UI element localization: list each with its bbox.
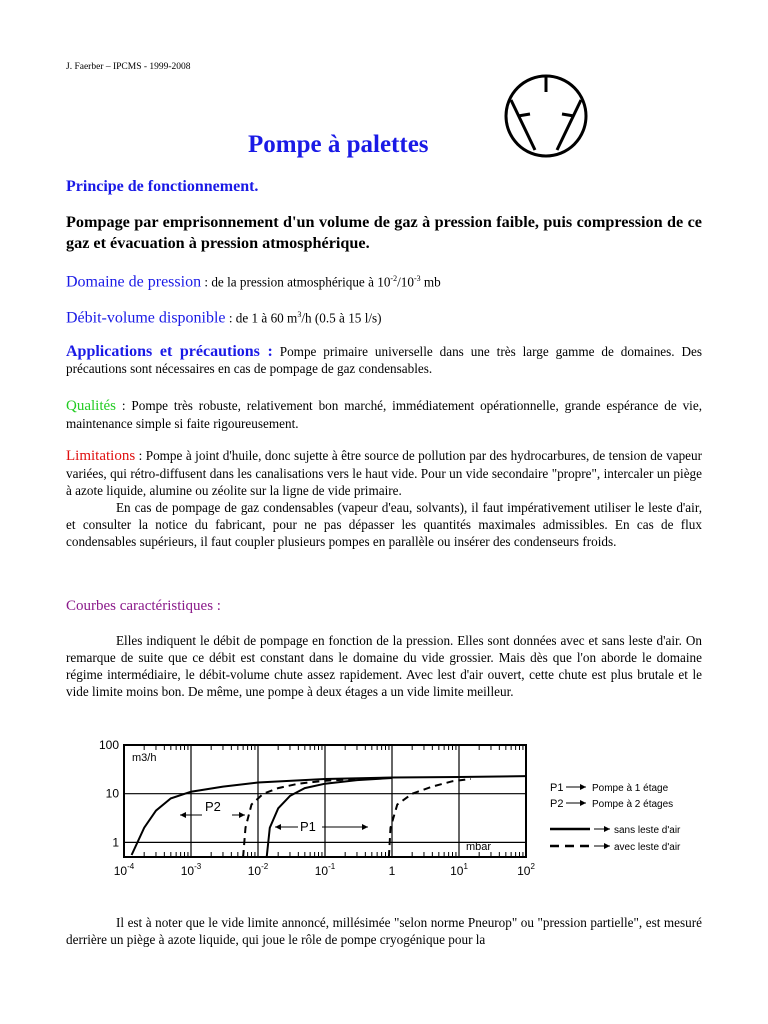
section-heading-principe: Principe de fonctionnement. bbox=[66, 178, 259, 195]
y-tick-label: 100 bbox=[98, 738, 119, 752]
legend-text-dashed: avec leste d'air bbox=[614, 842, 681, 853]
legend-text-solid: sans leste d'air bbox=[614, 825, 681, 836]
curve-label-arrowhead bbox=[580, 784, 586, 790]
debit-text-after: /h (0.5 à 15 l/s) bbox=[301, 310, 382, 326]
domaine-paragraph bbox=[66, 270, 702, 290]
qualites-paragraph bbox=[66, 397, 702, 432]
courbes-paragraph: Elles indiquent le débit de pompage en fonction de la pression. Elles sont données avec et sans leste d'air. On remarque de suite que ce débit est constant dans le domaine du vide grossier. Mais dès que l'on aborde le domaine régime intermédiaire, le débit-volume chute assez rapidement. Avec lest d'air ouvert, cette chute est plus brutale et le vide limite moins bon. De même, une pompe à deux étages a un vide limite meilleur. bbox=[66, 633, 702, 699]
curve-label-p2: P2 bbox=[205, 799, 221, 814]
x-tick-label: $10^{-1}$ bbox=[314, 862, 336, 878]
curve-label-arrowhead bbox=[604, 843, 610, 849]
vane-pump-symbol bbox=[498, 70, 594, 162]
applications-paragraph bbox=[66, 343, 702, 377]
x-tick-label: 1 bbox=[388, 864, 396, 878]
limitations-paragraph-2: En cas de pompage de gaz condensables (vapeur d'eau, solvants), il faut impérativement utiliser le leste d'air, et consulter la notice du fabricant, pour ne pas dépasser les quantités maximales admissibles. En cas de flux condensables supérieurs, il faut coupler plusieurs pompes en parallèle ou insérer des condenseurs froids. bbox=[66, 500, 702, 549]
x-tick-label: $10^1$ bbox=[450, 862, 468, 878]
debit-label: Débit-volume disponible bbox=[66, 309, 226, 327]
x-tick-label: $10^{-3}$ bbox=[180, 862, 202, 878]
y-axis-label: m3/h bbox=[132, 752, 157, 764]
domaine-unit: mb bbox=[420, 274, 441, 290]
curve-label-arrowhead bbox=[275, 824, 281, 830]
curve-label-arrowhead bbox=[180, 812, 186, 818]
chart-legend bbox=[550, 782, 681, 853]
x-tick-label: $10^2$ bbox=[517, 862, 535, 878]
x-axis-label: mbar bbox=[466, 841, 492, 853]
y-tick-label: 1 bbox=[112, 835, 119, 850]
qualites-label: Qualités bbox=[66, 398, 116, 414]
domaine-text: : de la pression atmosphérique à 10 bbox=[201, 274, 391, 290]
final-paragraph: Il est à noter que le vide limite annoncé, millésimée "selon norme Pneurop" ou "pression partielle", est mesuré derrière un piège à azote liquide, qui joue le rôle de pompe cryogénique pour la bbox=[66, 915, 702, 947]
x-tick-label: $10^{-4}$ bbox=[113, 862, 135, 878]
domaine-exp2: -3 bbox=[413, 274, 421, 283]
lead-paragraph: Pompage par emprisonnement d'un volume de gaz à pression faible, puis compression de ce gaz et évacuation à pression atmosphérique. bbox=[66, 213, 702, 252]
qualites-text: : Pompe très robuste, relativement bon marché, immédiatement opérationnelle, grande espérance de vie, maintenance simple si faite rigoureusement. bbox=[66, 398, 702, 431]
y-tick-label: 10 bbox=[105, 786, 119, 801]
legend-text-p1: Pompe à 1 étage bbox=[592, 783, 669, 794]
x-tick-label: $10^{-2}$ bbox=[247, 862, 269, 878]
domaine-label: Domaine de pression bbox=[66, 273, 202, 291]
legend-key-p2: P2 bbox=[550, 798, 564, 810]
page-title: Pompe à palettes bbox=[248, 131, 429, 158]
debit-exp: 3 bbox=[297, 310, 302, 319]
domaine-mid: /10 bbox=[397, 274, 414, 290]
curve-label-p1: P1 bbox=[300, 819, 316, 834]
limitations-label: Limitations bbox=[66, 448, 136, 464]
legend-text-p2: Pompe à 2 étages bbox=[592, 799, 674, 810]
curve-label-arrowhead bbox=[239, 812, 245, 818]
limitations-text: : Pompe à joint d'huile, donc sujette à être source de pollution par des hydrocarbures, de tension de vapeur variées, qui rétro-diffusent dans les canalisations vers le haut vide. Pour un vide secondaire "propre", intercaler un piège à azote liquide, alumine ou zéolite sur la ligne de vide primaire. bbox=[66, 448, 702, 498]
curve-label-arrowhead bbox=[580, 800, 586, 806]
applications-text: Pompe primaire universelle dans une très large gamme de domaines. Des précautions sont nécessaires en cas de pompage de gaz condensables. bbox=[66, 344, 703, 376]
page-header: J. Faerber – IPCMS - 1999-2008 bbox=[66, 62, 191, 72]
debit-paragraph bbox=[66, 306, 702, 326]
section-heading-courbes: Courbes caractéristiques : bbox=[66, 598, 221, 614]
curve-label-arrowhead bbox=[362, 824, 368, 830]
debit-text: : de 1 à 60 m bbox=[225, 310, 298, 326]
applications-label: Applications et précautions : bbox=[66, 343, 273, 360]
domaine-exp1: -2 bbox=[390, 274, 398, 283]
legend-key-p1: P1 bbox=[550, 782, 564, 794]
limitations-paragraph bbox=[66, 447, 702, 550]
pumping-speed-chart bbox=[0, 730, 768, 880]
curve-label-arrowhead bbox=[604, 826, 610, 832]
series-line bbox=[267, 778, 392, 857]
